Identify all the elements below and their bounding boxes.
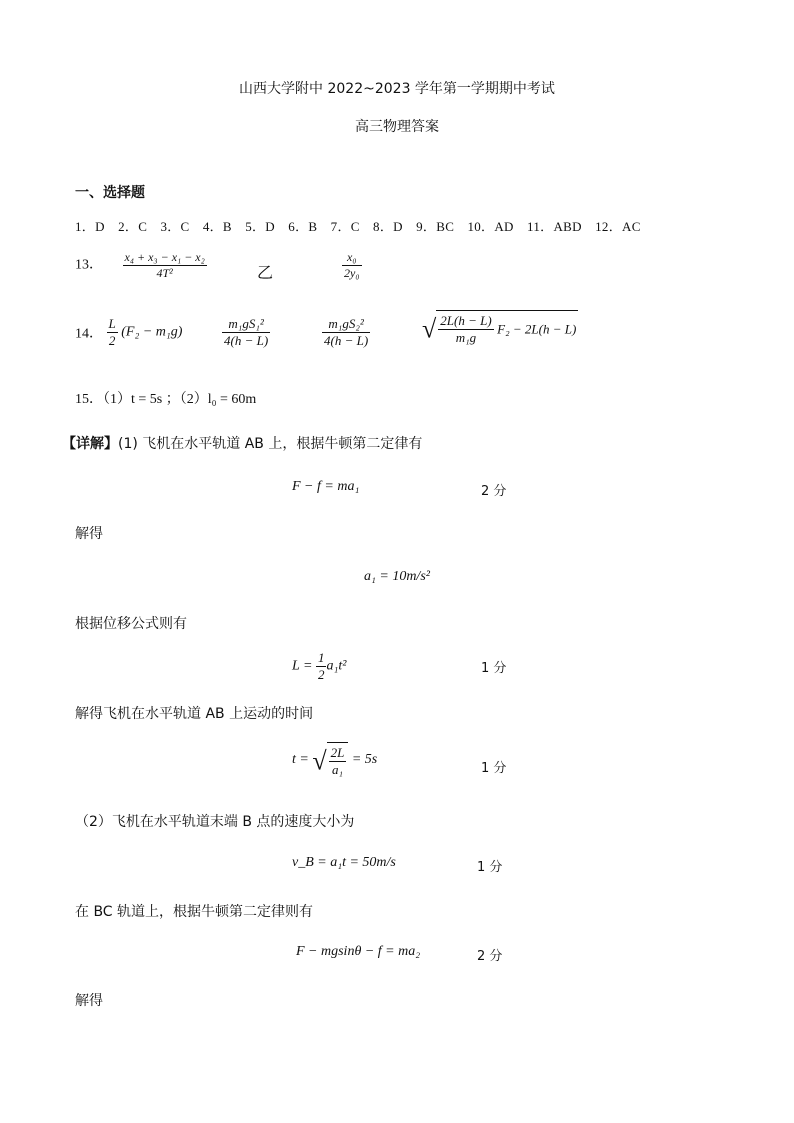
solve-label-1: 解得 [75, 526, 103, 542]
displacement-text: 根据位移公式则有 [75, 616, 187, 632]
q14-e4-tail: F₂ − 2L(h − L) [497, 321, 577, 337]
q13-f2-denominator: 2y₀ [344, 266, 360, 280]
sqrt-symbol: √ [312, 746, 327, 776]
equation-5-score: 1 分 [477, 860, 503, 875]
q14-e4-numerator: 2L(h − L) [440, 313, 492, 328]
q14-e3-numerator: m₁gS₂² [322, 316, 370, 333]
equation-3 [292, 650, 346, 683]
equation-6-score: 2 分 [477, 949, 503, 964]
equation-5: v_B = a₁t = 50m/s [292, 855, 396, 870]
q14-expr-1-fraction [107, 316, 118, 349]
q14-row [75, 316, 182, 349]
equation-1: F − f = ma₁ [292, 479, 360, 494]
equation-2: a₁ = 10m/s² [364, 569, 430, 584]
q13-middle-answer: 乙 [257, 263, 274, 282]
q14-expr-1-tail: (F₂ − m₁g) [121, 324, 183, 340]
time-text: 解得飞机在水平轨道 AB 上运动的时间 [75, 706, 314, 722]
q14-expr-4 [422, 310, 578, 346]
solve-label-2: 解得 [75, 993, 103, 1009]
eq4-tail: = 5s [351, 752, 378, 767]
q15-answer-line: 15．（1）t = 5s ；（2）l₀ = 60m [75, 392, 257, 407]
q13-f1-denominator: 4T² [156, 266, 173, 280]
eq4-denominator: a₁ [331, 762, 343, 777]
q13-f1-numerator: x₄ + x₃ − x₁ − x₂ [124, 250, 205, 264]
q14-e2-numerator: m₁gS₁² [222, 316, 270, 333]
equation-6: F − mgsinθ − f = ma₂ [296, 944, 421, 959]
q14-e2-denominator: 4(h − L) [224, 333, 269, 348]
eq3-numerator: 1 [317, 650, 325, 665]
q14-expr-3 [322, 316, 370, 349]
q14-expr-2 [222, 316, 270, 349]
detail-text: (1) 飞机在水平轨道 AB 上，根据牛顿第二定律有 [118, 436, 423, 452]
q13-fraction-1 [123, 250, 207, 281]
detail-tag: 【详解】 [62, 436, 118, 452]
q14-e1-numerator: L [108, 316, 116, 331]
page-subtitle: 高三物理答案 [355, 119, 439, 135]
eq3-lhs: L = [292, 658, 313, 674]
sqrt-symbol: √ [422, 314, 437, 344]
equation-1-score: 2 分 [481, 484, 507, 499]
bc-text: 在 BC 轨道上，根据牛顿第二定律则有 [75, 904, 314, 920]
equation-4-score: 1 分 [481, 761, 507, 776]
q14-e3-denominator: 4(h − L) [324, 333, 369, 348]
section-heading: 一、选择题 [75, 185, 145, 201]
equation-3-score: 1 分 [481, 661, 507, 676]
q13-fraction-2 [342, 250, 362, 281]
eq3-tail: a₁t² [326, 658, 347, 674]
q15-detail-line [62, 433, 422, 453]
part2-text: （2）飞机在水平轨道末端 B 点的速度大小为 [75, 814, 355, 830]
equation-4 [292, 742, 377, 778]
choice-answers: 1．D 2．C 3．C 4．B 5．D 6．B 7．C 8．D 9．BC 10．AD 11．ABD 12．AC [75, 219, 641, 234]
eq4-lhs: t = [292, 752, 309, 767]
page-title: 山西大学附中 2022~2023 学年第一学期期中考试 [239, 81, 555, 97]
eq4-numerator: 2L [330, 745, 345, 760]
eq3-denominator: 2 [317, 667, 325, 682]
q14-e1-denominator: 2 [108, 333, 116, 348]
q13-number: 13． [75, 257, 103, 273]
q14-e4-denominator: m₁g [455, 330, 477, 345]
q13-f2-numerator: x₀ [342, 250, 362, 266]
q13-row [75, 250, 207, 281]
q14-number: 14． [75, 326, 103, 342]
